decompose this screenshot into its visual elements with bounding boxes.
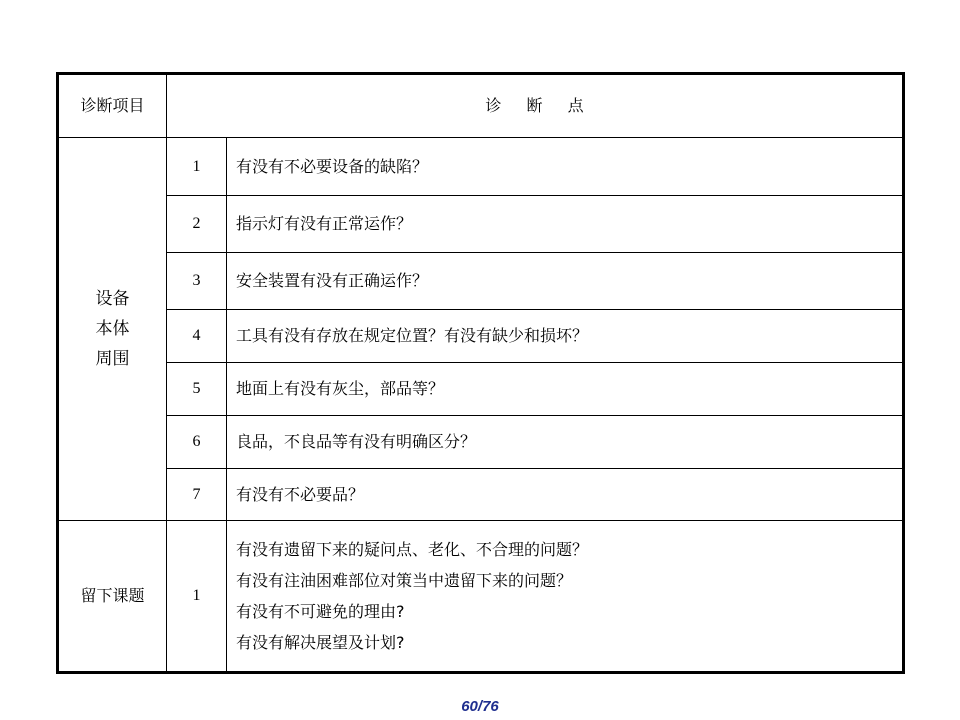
row-text: 指示灯有没有正常运作？ (227, 196, 904, 253)
row-number: 2 (167, 196, 227, 253)
table-row (58, 310, 904, 363)
header-diagnosis-points (167, 74, 904, 138)
row-text: 有没有不必要品？ (227, 469, 904, 521)
table-row (58, 469, 904, 521)
row-number: 1 (167, 138, 227, 196)
diagnosis-table (56, 72, 905, 674)
table-row (58, 363, 904, 416)
table-row (58, 416, 904, 469)
row-number: 3 (167, 253, 227, 310)
table-row-remaining-issues (58, 521, 904, 673)
row-multiline-text (227, 521, 904, 673)
category-equipment-surroundings (58, 138, 167, 521)
row-number: 5 (167, 363, 227, 416)
row-text: 良品，不良品等有没有明确区分？ (227, 416, 904, 469)
header-category: 诊断项目 (58, 74, 167, 138)
issue-line: 有没有不可避免的理由? (236, 602, 405, 621)
row-number: 6 (167, 416, 227, 469)
issue-line: 有没有遗留下来的疑问点、老化、不合理的问题？ (236, 540, 589, 559)
row-number: 1 (167, 521, 227, 673)
row-number: 7 (167, 469, 227, 521)
row-text: 地面上有没有灰尘，部品等？ (227, 363, 904, 416)
header-points-text: 诊 断 点 (485, 96, 594, 115)
issue-line: 有没有注油困难部位对策当中遗留下来的问题？ (236, 571, 573, 590)
row-text: 工具有没有存放在规定位置？有没有缺少和损坏？ (227, 310, 904, 363)
table-row (58, 138, 904, 196)
category-remaining-issues: 留下课题 (58, 521, 167, 673)
header-row (58, 74, 904, 138)
category-line: 周围 (95, 349, 130, 369)
table-row (58, 253, 904, 310)
category-line: 本体 (95, 319, 130, 339)
row-text: 安全装置有没有正确运作？ (227, 253, 904, 310)
page-number: 60/76 (461, 698, 499, 715)
row-number: 4 (167, 310, 227, 363)
category-line: 设备 (95, 289, 130, 309)
table-row (58, 196, 904, 253)
row-text: 有没有不必要设备的缺陷？ (227, 138, 904, 196)
issue-line: 有没有解决展望及计划? (236, 633, 405, 652)
